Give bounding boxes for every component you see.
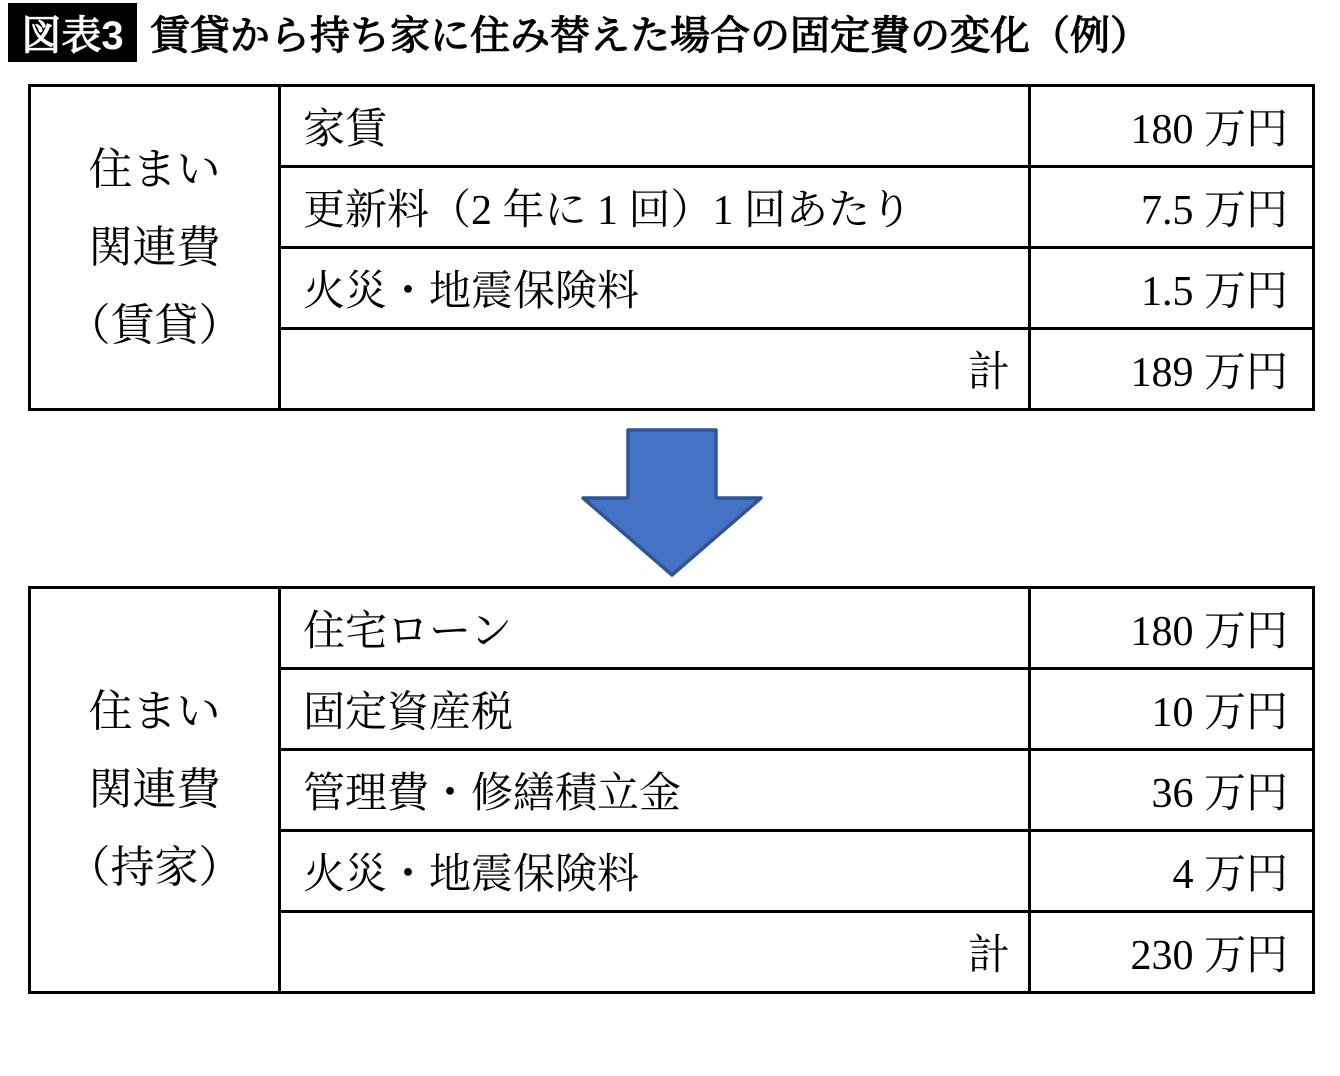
row-label: 更新料（2 年に 1 回）1 回あたり <box>280 167 1030 248</box>
row-label: 火災・地震保険料 <box>280 248 1030 329</box>
rental-table-header <box>30 86 280 410</box>
figure-number-badge: 図表3 <box>8 3 137 62</box>
owned-cost-table <box>28 586 1315 994</box>
header-line: （持家） <box>66 843 243 892</box>
total-label: 計 <box>280 329 1030 410</box>
row-label: 火災・地震保険料 <box>280 831 1030 912</box>
row-value: 180 万円 <box>1030 86 1314 167</box>
row-label: 家賃 <box>280 86 1030 167</box>
row-value: 4 万円 <box>1030 831 1314 912</box>
total-label: 計 <box>280 912 1030 993</box>
row-label: 固定資産税 <box>280 669 1030 750</box>
header-line: 関連費 <box>88 765 221 814</box>
header-line: 住まい <box>88 144 221 194</box>
header-line: 住まい <box>88 687 221 736</box>
rental-cost-table <box>28 84 1315 411</box>
row-label: 住宅ローン <box>280 588 1030 669</box>
total-value: 189 万円 <box>1030 329 1314 410</box>
row-label: 管理費・修繕積立金 <box>280 750 1030 831</box>
figure-title: 賃貸から持ち家に住み替えた場合の固定費の変化（例） <box>150 14 1150 58</box>
table-row <box>30 588 1314 669</box>
table-row <box>30 86 1314 167</box>
row-value: 7.5 万円 <box>1030 167 1314 248</box>
figure-header <box>8 3 1150 62</box>
down-arrow-icon <box>560 424 784 580</box>
owned-table-header <box>30 588 280 993</box>
header-line: 関連費 <box>88 222 221 272</box>
row-value: 10 万円 <box>1030 669 1314 750</box>
row-value: 1.5 万円 <box>1030 248 1314 329</box>
row-value: 36 万円 <box>1030 750 1314 831</box>
total-value: 230 万円 <box>1030 912 1314 993</box>
header-line: （賃貸） <box>66 300 243 350</box>
row-value: 180 万円 <box>1030 588 1314 669</box>
